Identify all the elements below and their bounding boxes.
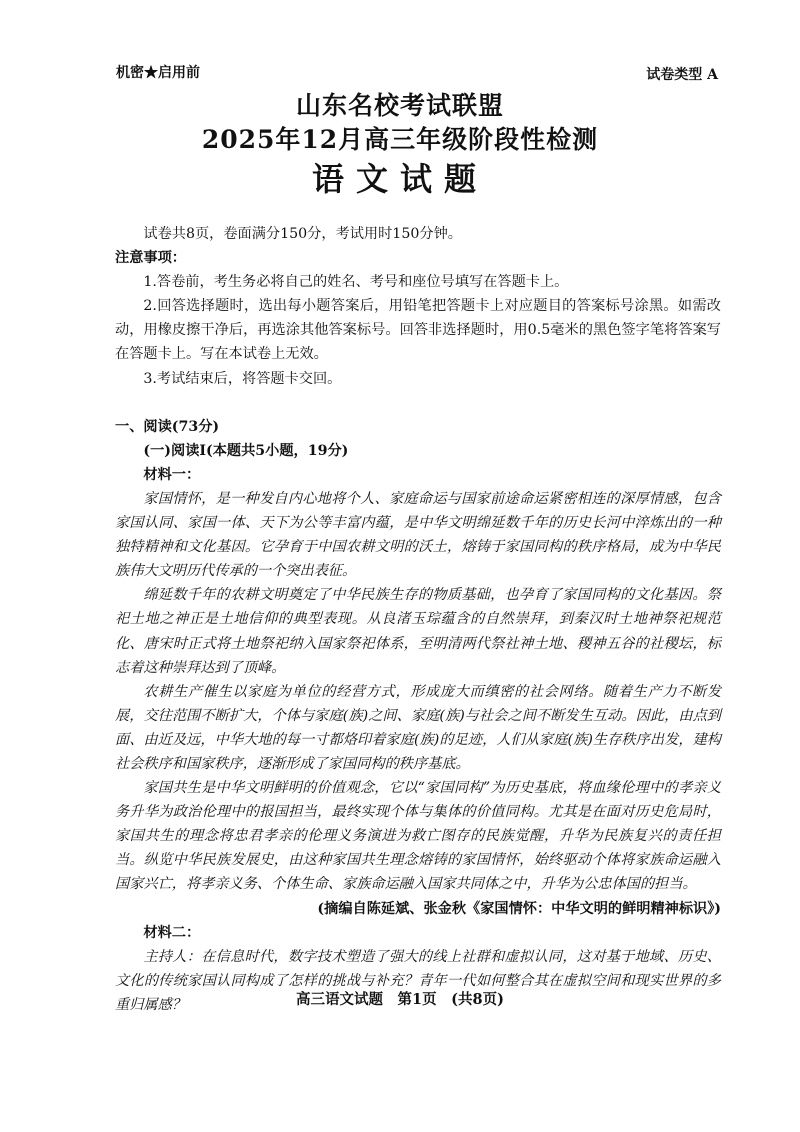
material1-paragraph: 家国共生是中华文明鲜明的价值观念，它以“家国同构”为历史基底，将血缘伦理中的孝亲义务升华为政治伦理中的报国担当，最终实现个体与集体的价值同构。尤其是在面对历史危局时，家国共生的理念将忠君孝亲的伦理义务演进为救亡图存的民族觉醒，升华为民族复兴的责任担当。纵览中华民族发展史，由这种家国共生理念熔铸的家国情怀，始终驱动个体将家族命运融入国家兴亡，将孝亲义务、个体生命、家族命运融入国家共同体之中，升华为公忠体国的担当。 [115, 780, 721, 893]
notes-heading: 注意事项： [115, 250, 186, 267]
note-item-3: 3.考试结束后，将答题卡交回。 [143, 370, 342, 387]
page-content [115, 222, 721, 1017]
material2-paragraph: 主持人：在信息时代，数字技术塑造了强大的线上社群和虚拟认同，这对基于地域、历史、文化的传统家国认同构成了怎样的挑战与补充？青年一代如何整合其在虚拟空间和现实世界的多重归属感？ [115, 948, 721, 1013]
material1-label: 材料一： [143, 466, 201, 483]
exam-alliance-title: 山东名校考试联盟 [295, 91, 504, 120]
section-heading: 一、阅读(73分) [115, 418, 220, 435]
note-item-2: 2.回答选择题时，选出每小题答案后，用铅笔把答题卡上对应题目的答案标号涂黑。如需改动，用橡皮擦干净后，再选涂其他答案标号。回答非选择题时，用0.5毫米的黑色签字笔将答案写在答题卡上。写在本试卷上无效。 [115, 298, 721, 363]
confidential-label: 机密★启用前 [116, 65, 200, 81]
material1-source: (摘编自陈延斌、张金秋《家国情怀：中华文明的鲜明精神标识》) [317, 900, 721, 917]
page-footer: 高三语文试题 第1页 (共8页) [296, 991, 504, 1008]
exam-intro: 试卷共8页，卷面满分150分，考试用时150分钟。 [143, 226, 462, 242]
section-subheading: (一)阅读Ⅰ(本题共5小题，19分) [143, 442, 349, 459]
exam-session-title: 2025年12月高三年级阶段性检测 [201, 125, 599, 154]
material2-label: 材料二： [143, 924, 201, 941]
paper-type-label: 试卷类型 A [646, 67, 718, 83]
material1-paragraph: 农耕生产催生以家庭为单位的经营方式，形成庞大而缜密的社会网络。随着生产力不断发展，交往范围不断扩大，个体与家庭(族)之间、家庭(族)与社会之间不断发生互动。因此，由点到面、由近及远，中华大地的每一寸都烙印着家庭(族)的足迹，人们从家庭(族)生存秩序出发，建构社会秩序和国家秩序，逐渐形成了家国同构的秩序基底。 [115, 683, 721, 772]
material1-paragraph: 家国情怀，是一种发自内心地将个人、家庭命运与国家前途命运紧密相连的深厚情感，包含家国认同、家国一体、天下为公等丰富内蕴，是中华文明绵延数千年的历史长河中淬炼出的一种独特精神和文化基因。它孕育于中国农耕文明的沃土，熔铸于家国同构的秩序格局，成为中华民族伟大文明历代传承的一个突出表征。 [115, 490, 721, 580]
subject-title: 语文试题 [311, 160, 488, 198]
material1-paragraph: 绵延数千年的农耕文明奠定了中华民族生存的物质基础，也孕育了家国同构的文化基因。祭祀土地之神正是土地信仰的典型表现。从良渚玉琮蕴含的自然崇拜，到秦汉时土地神祭祀规范化、唐宋时正式将土地祭祀纳入国家祭祀体系，至明清两代祭社神土地、稷神五谷的社稷坛，标志着这种崇拜达到了顶峰。 [115, 587, 721, 676]
note-item-1: 1.答卷前，考生务必将自己的姓名、考号和座位号填写在答题卡上。 [143, 274, 569, 291]
